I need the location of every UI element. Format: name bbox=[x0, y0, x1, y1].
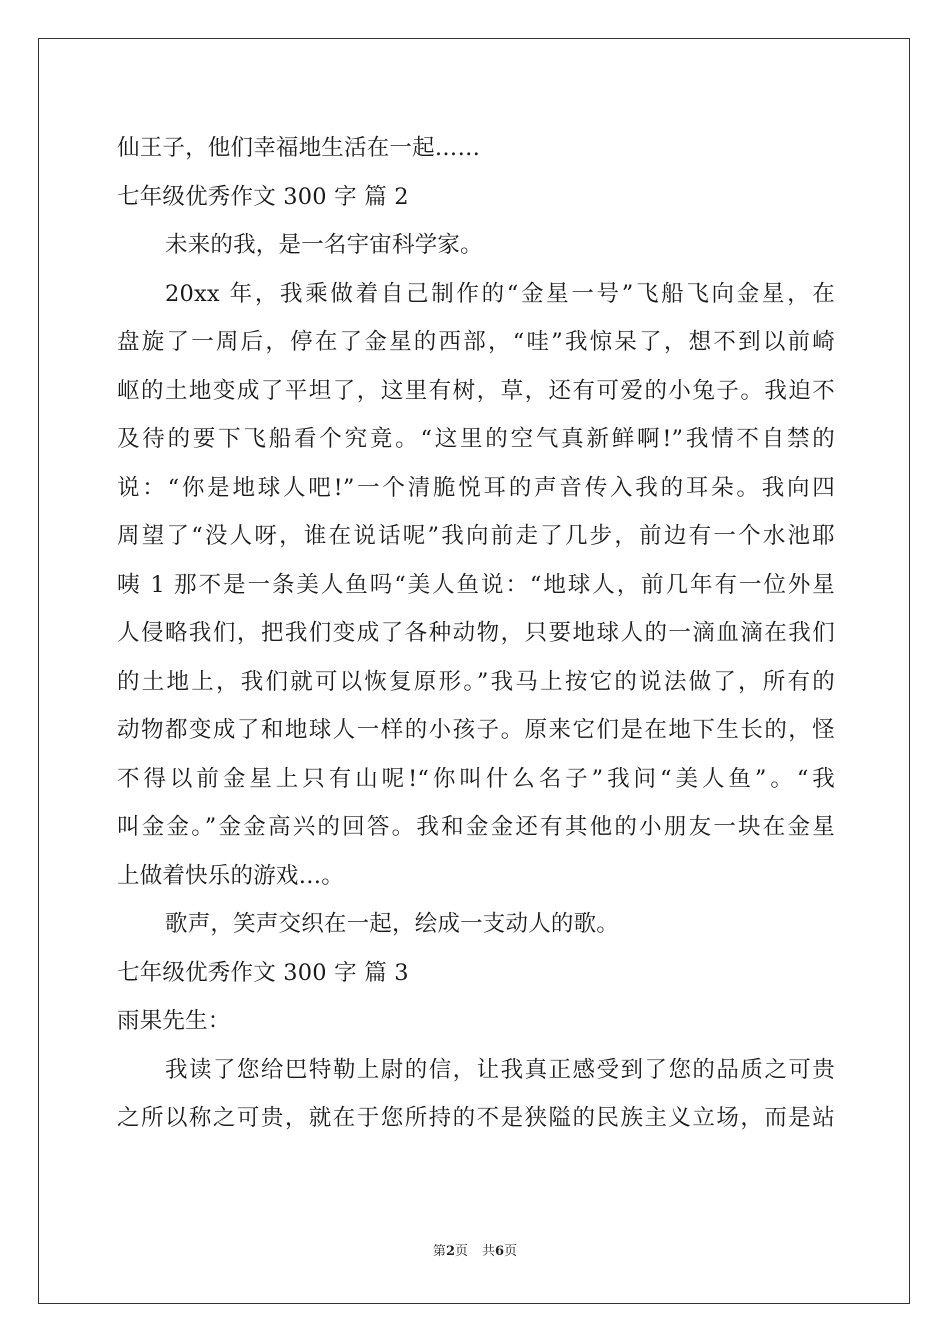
text-line: 未来的我，是一名宇宙科学家。 bbox=[165, 232, 483, 258]
total-suffix: 页 bbox=[504, 1244, 518, 1259]
text-line: 咦 1 那不是一条美人鱼吗“美人鱼说：“地球人，前几年有一位外星 bbox=[117, 571, 835, 598]
page-footer bbox=[0, 1243, 950, 1261]
text-line: 的土地上，我们就可以恢复原形。”我马上按它的说法做了，所有的 bbox=[117, 668, 835, 695]
document-body bbox=[117, 124, 835, 1143]
section-heading: 七年级优秀作文 300 字 篇 3 bbox=[117, 959, 409, 986]
text-line: 动物都变成了和地球人一样的小孩子。原来它们是在地下生长的，怪 bbox=[117, 717, 835, 743]
total-pages: 6 bbox=[495, 1244, 505, 1259]
section-heading: 七年级优秀作文 300 字 篇 2 bbox=[117, 183, 409, 210]
page-number: 2 bbox=[445, 1244, 455, 1259]
text-line: 周望了“没人呀，谁在说话呢”我向前走了几步，前边有一个水池耶 bbox=[117, 523, 835, 549]
text-line: 人侵略我们，把我们变成了各种动物，只要地球人的一滴血滴在我们 bbox=[117, 620, 835, 646]
text-line: 20xx 年，我乘做着自己制作的“金星一号”飞船飞向金星，在 bbox=[165, 280, 835, 307]
page-prefix: 第 bbox=[432, 1244, 446, 1259]
text-line: 之所以称之可贵，就在于您所持的不是狭隘的民族主义立场，而是站 bbox=[117, 1105, 835, 1131]
total-prefix: 共 bbox=[482, 1244, 496, 1259]
text-line: 不得以前金星上只有山呢!“你叫什么名子”我问“美人鱼”。“我 bbox=[117, 765, 835, 792]
text-line: 岖的土地变成了平坦了，这里有树，草，还有可爱的小兔子。我迫不 bbox=[117, 377, 835, 404]
text-line: 叫金金。”金金高兴的回答。我和金金还有其他的小朋友一块在金星 bbox=[117, 814, 835, 840]
text-line: 歌声，笑声交织在一起，绘成一支动人的歌。 bbox=[165, 911, 620, 937]
text-line: 仙王子，他们幸福地生活在一起…… bbox=[117, 135, 481, 161]
text-line: 盘旋了一周后，停在了金星的西部，“哇”我惊呆了，想不到以前崎 bbox=[117, 329, 835, 355]
text-line: 我读了您给巴特勒上尉的信，让我真正感受到了您的品质之可贵 bbox=[165, 1056, 835, 1083]
text-line: 上做着快乐的游戏…。 bbox=[117, 862, 345, 889]
page-suffix: 页 bbox=[454, 1244, 468, 1259]
letter-salutation: 雨果先生： bbox=[117, 1008, 231, 1034]
text-line: 说：“你是地球人吧!”一个清脆悦耳的声音传入我的耳朵。我向四 bbox=[117, 474, 835, 501]
text-line: 及待的要下飞船看个究竟。“这里的空气真新鲜啊!”我情不自禁的 bbox=[117, 426, 835, 452]
